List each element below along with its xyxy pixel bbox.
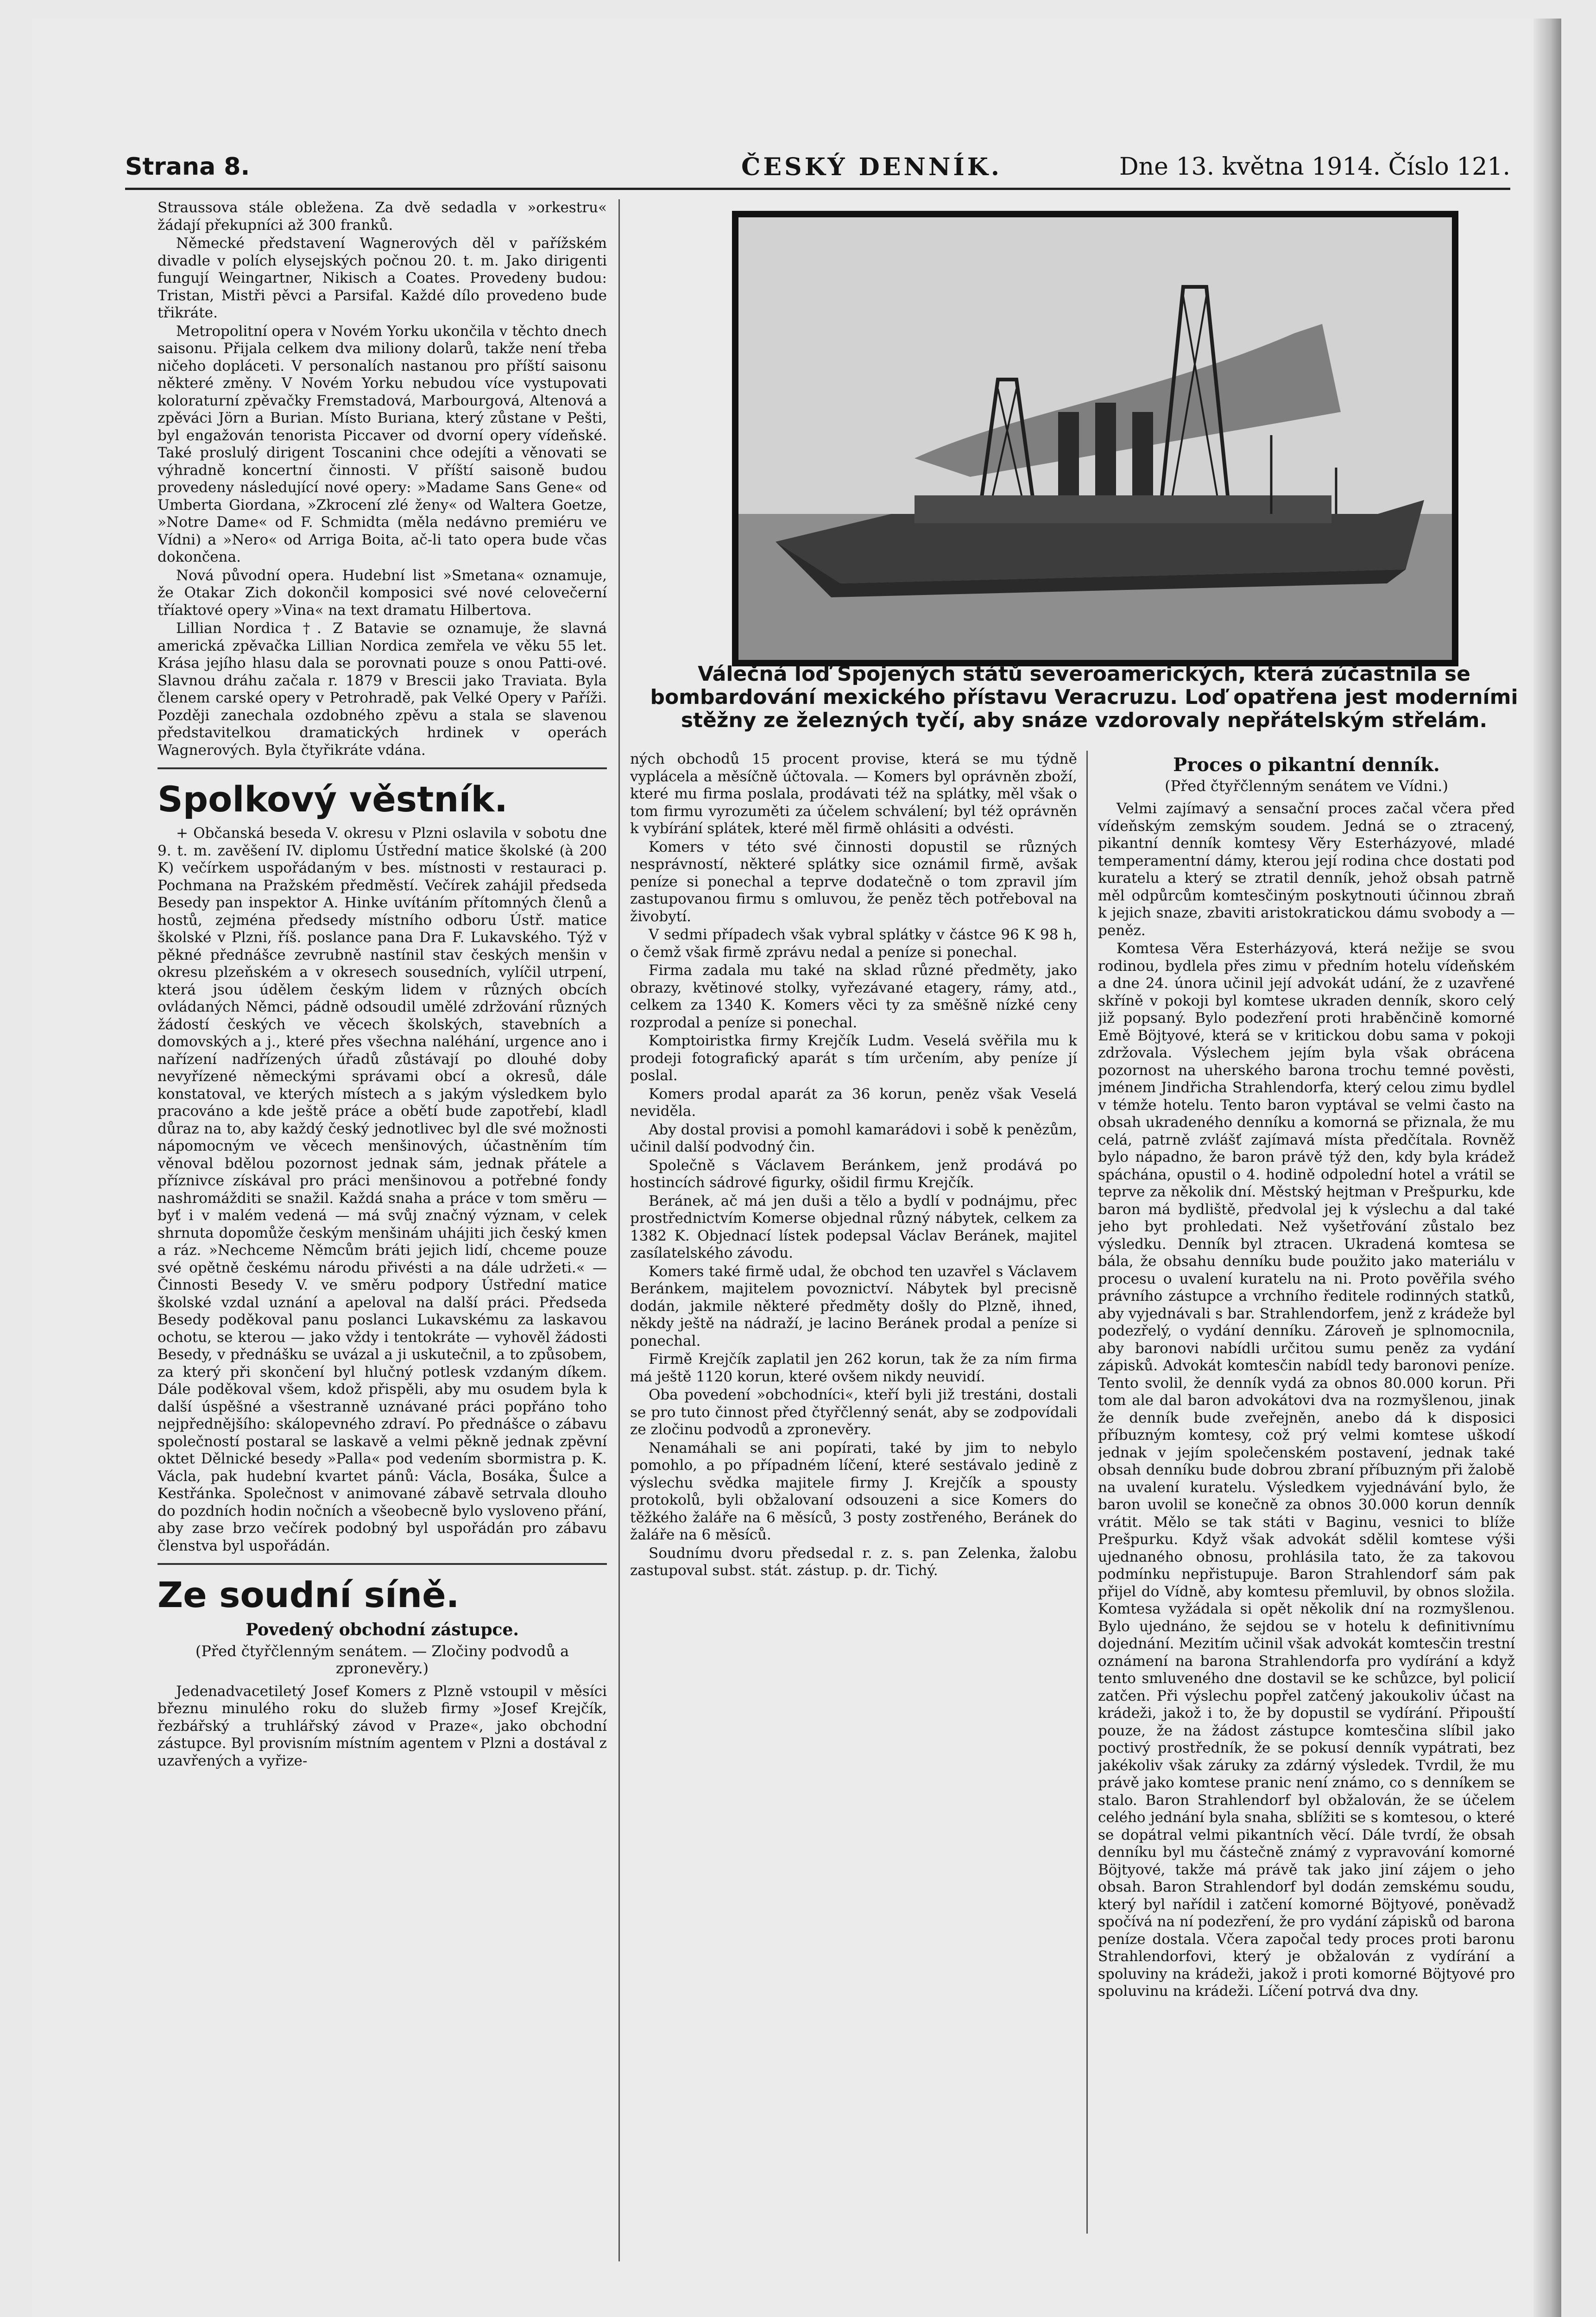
article-paragraph: Komers prodal aparát za 36 korun, peněz však Veselá neviděla. (630, 1085, 1077, 1120)
article-paragraph: Beránek, ač má jen duši a tělo a bydlí v podnájmu, přec prostřednictvím Komerse objednal různý nábytek, celkem za 1382 K. Objednací lístek podepsal Václav Beránek, majitel zasílatelského závodu. (630, 1192, 1077, 1261)
article-paragraph: Nová původní opera. Hudební list »Smetana« oznamuje, že Otakar Zich dokončil komposici své nové celovečerní tříaktové opery »Vina« na text dramatu Hilbertova. (158, 567, 607, 619)
article-paragraph: Nenamáhali se ani popírati, také by jim to nebylo pomohlo, a po případném líčení, které sestávalo jedině z výslechu svědka majitele firmy J. Krejčík a spousty protokolů, byli obžalovaní odsouzeni a sice Komers do těžkého žaláře na 6 měsíců, 3 posty zostřeného, Beránek do žaláře na 6 měsíců. (630, 1439, 1077, 1543)
article-paragraph: V sedmi případech však vybral splátky v částce 96 K 98 h, o čemž však firmě zprávu nedal a peníze si ponechal. (630, 926, 1077, 961)
column-3 (1098, 751, 1515, 2280)
section-divider (158, 767, 607, 769)
battleship-illustration (738, 217, 1452, 660)
issue-date: Dne 13. května 1914. Číslo 121. (1119, 153, 1510, 181)
article-paragraph: Oba povedení »obchodníci«, kteří byli již trestáni, dostali se pro tuto činnost před čtyřčlenný senát, aby se zodpovídali ze zločinu podvodů a zpronevěry. (630, 1386, 1077, 1438)
battleship-photo (732, 211, 1458, 666)
article-paragraph: Lillian Nordica †. Z Batavie se oznamuje, že slavná americká zpěvačka Lillian Nordica zemřela ve věku 55 let. Krása jejího hlasu dala se porovnati pouze s onou Patti-ové. Slavnou dráhu začala r. 1879 v Brescii jako Traviata. Byla členem carské opery v Petrohradě, pak Velké Opery v Paříži. Později zanechala ozdobného zpěvu a stala se slavenou představitelkou dramatických hrdinek v operách Wagnerových. Byla čtyřikráte vdána. (158, 620, 607, 759)
article-paragraph: Aby dostal provisi a pomohl kamarádovi i sobě k penězům, učinil další podvodný čin. (630, 1121, 1077, 1155)
newspaper-title: ČESKÝ DENNÍK. (741, 153, 1003, 181)
article-paragraph: Komers také firmě udal, že obchod ten uzavřel s Václavem Beránkem, majitelem povoznictví. Nábytek byl precisně dodán, jakmile některé předměty došly do Plzně, ihned, někdy ještě na nádraží, je lacino Beránek prodal a peníze si ponechal. (630, 1263, 1077, 1349)
article-paragraph: Firmě Krejčík zaplatil jen 262 korun, tak že za ním firma má ještě 1120 korun, které ovšem nikdy neuvidí. (630, 1351, 1077, 1385)
article-paragraph: Velmi zajímavý a sensační proces začal včera před vídeňským zemským soudem. Jedná se o ztracený, pikantní denník komtesy Věry Esterházyové, mladé temperamentní dámy, kterou její rodina chce dostati pod kuratelu a který se ztratil denník, jehož obsah patrně měl odpůrcům komtesčiným poskytnouti účinnou zbraň k jejich snaze, zbaviti aristokratickou dámu svobody a — peněz. (1098, 800, 1515, 939)
article-paragraph: Soudnímu dvoru předsedal r. z. s. pan Zelenka, žalobu zastupoval subst. stát. zástup. p. dr. Tichý. (630, 1545, 1077, 1579)
article-paragraph: Komtesa Věra Esterházyová, která nežije se svou rodinou, bydlela přes zimu v předním hotelu vídeňském a dne 24. února učinil její advokát udání, že z uzavřené skříně v pokoji byl komtese ukraden denník, skoro celý již popsaný. Bylo podezření proti hraběnčině komorné Emě Böjtyové, která se v kritickou dobu sama v pokoji zdržovala. Výslechem jejím byla však obrácena pozornost na uherského barona trochu temné pověsti, jménem Jindřicha Strahlendorfa, který celou zimu bydlel v témže hotelu. Tento baron vyptával se velmi často na obsah ukradeného denníku a komorná se přiznala, že mu celá, patrně zvlášť zajímavá místa předčítala. Rovněž bylo nápadno, že baron právě týž den, kdy byla krádež spáchána, opustil o 4. hodině odpolední hotel a vrátil se teprve za několik dní. Městský hejtman v Prešpurku, kde baron má bydliště, předvolal jej k výslechu a dal také jeho byt prohledati. Než vyšetřování zůstalo bez výsledku. Denník byl ztracen. Ukradená komtesa se bála, že obsahu denníku bude použito jako materiálu v procesu o uvalení kuratelu na ni. Proto pověřila svého právního zástupce a vrchního ředitele rodinných statků, aby vyjednávali s bar. Strahlendorfem, jenž z krádeže byl podezřelý, o vydání denníku. Zároveň je splnomocnila, aby baronovi nabídli určitou sumu peněz za vydání zápisků. Advokát komtesčin nabídl tedy baronovi peníze. Tento svolil, že denník vydá za obnos 80.000 korun. Při tom ale dal baron advokátovi dva na rozmyšlenou, jinak že denník bude zveřejněn, anebo dá k disposici příbuzným komtesy, což prý velmi komtese uškodí jednak v jejím společenském postavení, jednak také obsah denníku bude dobrou zbraní příbuzným při žalobě na uvalení kuratelu. Výsledkem vyjednávání bylo, že baron uvolil se konečně za obnos 30.000 korun denník vrátit. Mělo se tak státi v Baginu, vesnici to blíže Prešpurku. Když však advokát sdělil komtese výši ujednaného obnosu, prohlásila tato, že za takovou podmínku nepřistupuje. Baron Strahlendorf sám pak přijel do Vídně, aby komtesu přemluvil, by obnos složila. Komtesa vyžádala si opět několik dní na rozmyšlenou. Bylo ujednáno, že sejdou se v hotelu k definitivnímu dojednání. Mezitím učinil však advokát komtesčin trestní oznámení na barona Strahlendorfa pro vydírání a když tento smluveného dne dostavil se ke schůzce, byl policií zatčen. Při výslechu popřel zatčený jakoukoliv účast na krádeži, jakož i to, že by dopustil se vydírání. Připouští pouze, že na žádost zástupce komtesčina slíbil jako poctivý prostředník, že se pokusí denník vypátrati, bez jakékoliv však záruky za zdárný výsledek. Tvrdil, že mu právě jako komtese pranic není známo, co s denníkem se stalo. Baron Strahlendorf byl obžalován, že se účelem celého jednání byla snaha, sblížiti se s komtesou, o které se dopátral velmi pikantních věcí. Dále tvrdí, že obsah denníku byl mu částečně známý z vypravování komorné Böjtyové, takže má právě tak jako jiní zájem o jeho obsah. Baron Strahlendorf byl dodán zemskému soudu, který byl nařídil i zatčení komorné Böjtyové, poněvadž spočívá na ní podezření, že pro vydání zápisků od barona peníze dostala. Včera započal tedy proces proti baronu Strahlendorfovi, který je obžalován z vydírání a spoluviny na krádeži, jakož i proti komorné Böjtyové pro spoluvinu na krádeži. Líčení potrvá dva dny. (1098, 940, 1515, 2000)
article-note: (Před čtyřčlenným senátem ve Vídni.) (1165, 777, 1448, 795)
article-paragraph: + Občanská beseda V. okresu v Plzni oslavila v sobotu dne 9. t. m. zavěšení IV. diplomu Ústřední matice školské (à 200 K) večírkem uspořádaným v bes. místnosti v restauraci p. Pochmana na Pražském předměstí. Večírek zahájil předseda Besedy pan inspektor A. Hinke uvítáním přítomných členů a hostů, zejména předsedy místního odboru Ústř. matice školské v Plzni, říš. poslance pana Dra F. Lukavského. Týž v pěkné přednášce zevrubně nastínil stav českých menšin v okresu plzeňském a v okresech sousedních, vylíčil utrpení, která jsou údělem českým lidem v různých obcích ovládaných Němci, pádně odsoudil umělé zdržování různých žádostí českých ve věcech školských, stavebních a domovských a j., které přes všechna naléhání, urgence ano i nařízení nadřízených úřadů zůstávají po dlouhé doby nevyřízené německými správami obcí a okresů, dále konstatoval, ve kterých místech a s jakým výsledkem bylo pracováno a kde ještě práce a obětí bude zapotřebí, kladl důraz na to, aby každý český jednotlivec byl dle své možnosti nápomocným ve věcech menšinových, účastněním tím věnoval bdělou pozornost jednak sám, jednak přátele a příznivce získával pro práci menšinovou a potřebné fondy nashromážditi se snažil. Každá snaha a práce v tom směru — byť i v malém vedená — má svůj značný význam, v celek shrnuta dopomůže českým menšinám uhájiti jich český kmen a ráz. »Nechceme Němcům bráti jejich lidí, chceme pouze své opětně českému národu přivésti a na dále udržeti.« — Činnosti Besedy V. ve směru podpory Ústřední matice školské vzdal uznání a apeloval na další práci. Předseda Besedy poděkoval panu poslanci Lukavskému za laskavou ochotu, se kterou — jako vždy i tentokráte — vyhověl žádosti Besedy, v přednášku se uvázal a ji uskutečnil, a to způsobem, za který při skončení byl hlučný potlesk vzdaným díkem. Dále poděkoval všem, kdož přispěli, aby mu osudem byla k další úspěšné a všestranně uznávané práci popřáno toho nejpřednějšího: skálopevného zdraví. Po přednášce o zábavu společností postaral se laskavě a velmi pěkně jednak zpěvní oktet Dělnické besedy »Palla« pod vedením sbormistra p. K. Václa, pak hudební kvartet pánů: Václa, Bosáka, Šulce a Kestřánka. Společnost v animované zábavě setrvala dlouho do pozdních hodin nočních a všeobecně bylo vysloveno přání, aby zase brzo večírek podobný byl uspořádán pro zábavu členstva byl uspořádán. (158, 825, 607, 1554)
column-divider (618, 199, 620, 2261)
section-heading-spolkovy-vestnik: Spolkový věstník. (158, 779, 508, 820)
header-rule (125, 188, 1510, 190)
article-paragraph: Společně s Václavem Beránkem, jenž prodává po hostincích sádrové figurky, ošidil firmu Krejčík. (630, 1157, 1077, 1191)
article-paragraph: Firma zadala mu také na sklad různé předměty, jako obrazy, květinové stolky, vyřezávané etagery, rámy, atd., celkem za 1340 K. Komers věci ty za směšně nízké ceny rozprodal a peníze si ponechal. (630, 962, 1077, 1031)
article-note: (Před čtyřčlenným senátem. — Zločiny podvodů a zpronevěry.) (195, 1642, 569, 1677)
page-number: Strana 8. (125, 153, 250, 181)
article-subheading: Povedený obchodní zástupce. (246, 1620, 519, 1640)
column-1 (158, 199, 607, 2271)
article-heading: Proces o pikantní denník. (1173, 754, 1440, 776)
article-paragraph: Straussova stále obležena. Za dvě sedadla v »orkestru« žádají překupníci až 300 franků. (158, 199, 607, 234)
page-edge-shadow (1533, 19, 1561, 2317)
column-2 (630, 751, 1077, 2280)
article-paragraph: Metropolitní opera v Novém Yorku ukončila v těchto dnech saisonu. Přijala celkem dva miliony dolarů, takže není třeba ničeho dopláceti. V personalích nastanou pro příští saisonu některé změny. V Novém Yorku nebudou více vystupovati koloraturní zpěvačky Fremstadová, Marbourgová, Altenová a zpěváci Jörn a Burian. Místo Buriana, který zůstane v Pešti, byl engažován tenorista Piccaver od dvorní opery vídeňské. Také proslulý dirigent Toscanini chce odejíti a věnovati se výhradně koncertní činnosti. V příští saisoně budou provedeny následující nové opery: »Madame Sans Gene« od Umberta Giordana, »Zkrocení zlé ženy« od Waltera Goetze, »Notre Dame« od F. Schmidta (měla nedávno premiéru ve Vídni) a »Nero« od Arriga Boita, ač-li tato opera bude včas dokončena. (158, 323, 607, 565)
article-paragraph: Německé představení Wagnerových děl v pařížském divadle v polích elysejských počnou 20. t. m. Jako dirigenti fungují Weingartner, Nikisch a Coates. Provedeny budou: Tristan, Mistři pěvci a Parsifal. Každé dílo provedeno bude třikráte. (158, 235, 607, 321)
photo-caption: Válečná loď Spojených států severoamerických, která zúčastnila se bombardování mexického přístavu Veracruzu. Loď opatřena jest moderními stěžny ze železných tyčí, aby snáze vzdorovaly nepřátelským střelám. (650, 662, 1518, 732)
page-header (125, 134, 1510, 190)
article-paragraph: Jedenadvacetiletý Josef Komers z Plzně vstoupil v měsíci březnu minulého roku do služeb firmy »Josef Krejčík, řezbářský a truhlářský závod v Praze«, jako obchodní zástupce. Byl provisním místním agentem v Plzni a dostával z uzavřených a vyřize- (158, 1683, 607, 1769)
article-paragraph: Komptoiristka firmy Krejčík Ludm. Veselá svěřila mu k prodeji fotografický aparát s tím určením, aby peníze jí poslal. (630, 1032, 1077, 1084)
column-divider (1086, 751, 1088, 2234)
section-heading-ze-soudni-sine: Ze soudní síně. (158, 1574, 460, 1615)
article-paragraph: Komers v této své činnosti dopustil se různých nesprávností, některé splátky sice oznámil firmě, avšak peníze si ponechal a teprve dodatečně o tom zpravil jím zastupovanou firmu s omluvou, že peněz těch potřeboval na živobytí. (630, 838, 1077, 925)
article-paragraph: ných obchodů 15 procent provise, která se mu týdně vyplácela a měsíčně účtovala. — Komers byl oprávněn zboží, které mu firma poslala, prodávati též na splátky, měl však o tom firmu vyrozuměti za účelem schválení; byl též oprávněn k vybírání splátek, které měl firmě ohlásiti a odvésti. (630, 751, 1077, 837)
section-divider (158, 1563, 607, 1565)
